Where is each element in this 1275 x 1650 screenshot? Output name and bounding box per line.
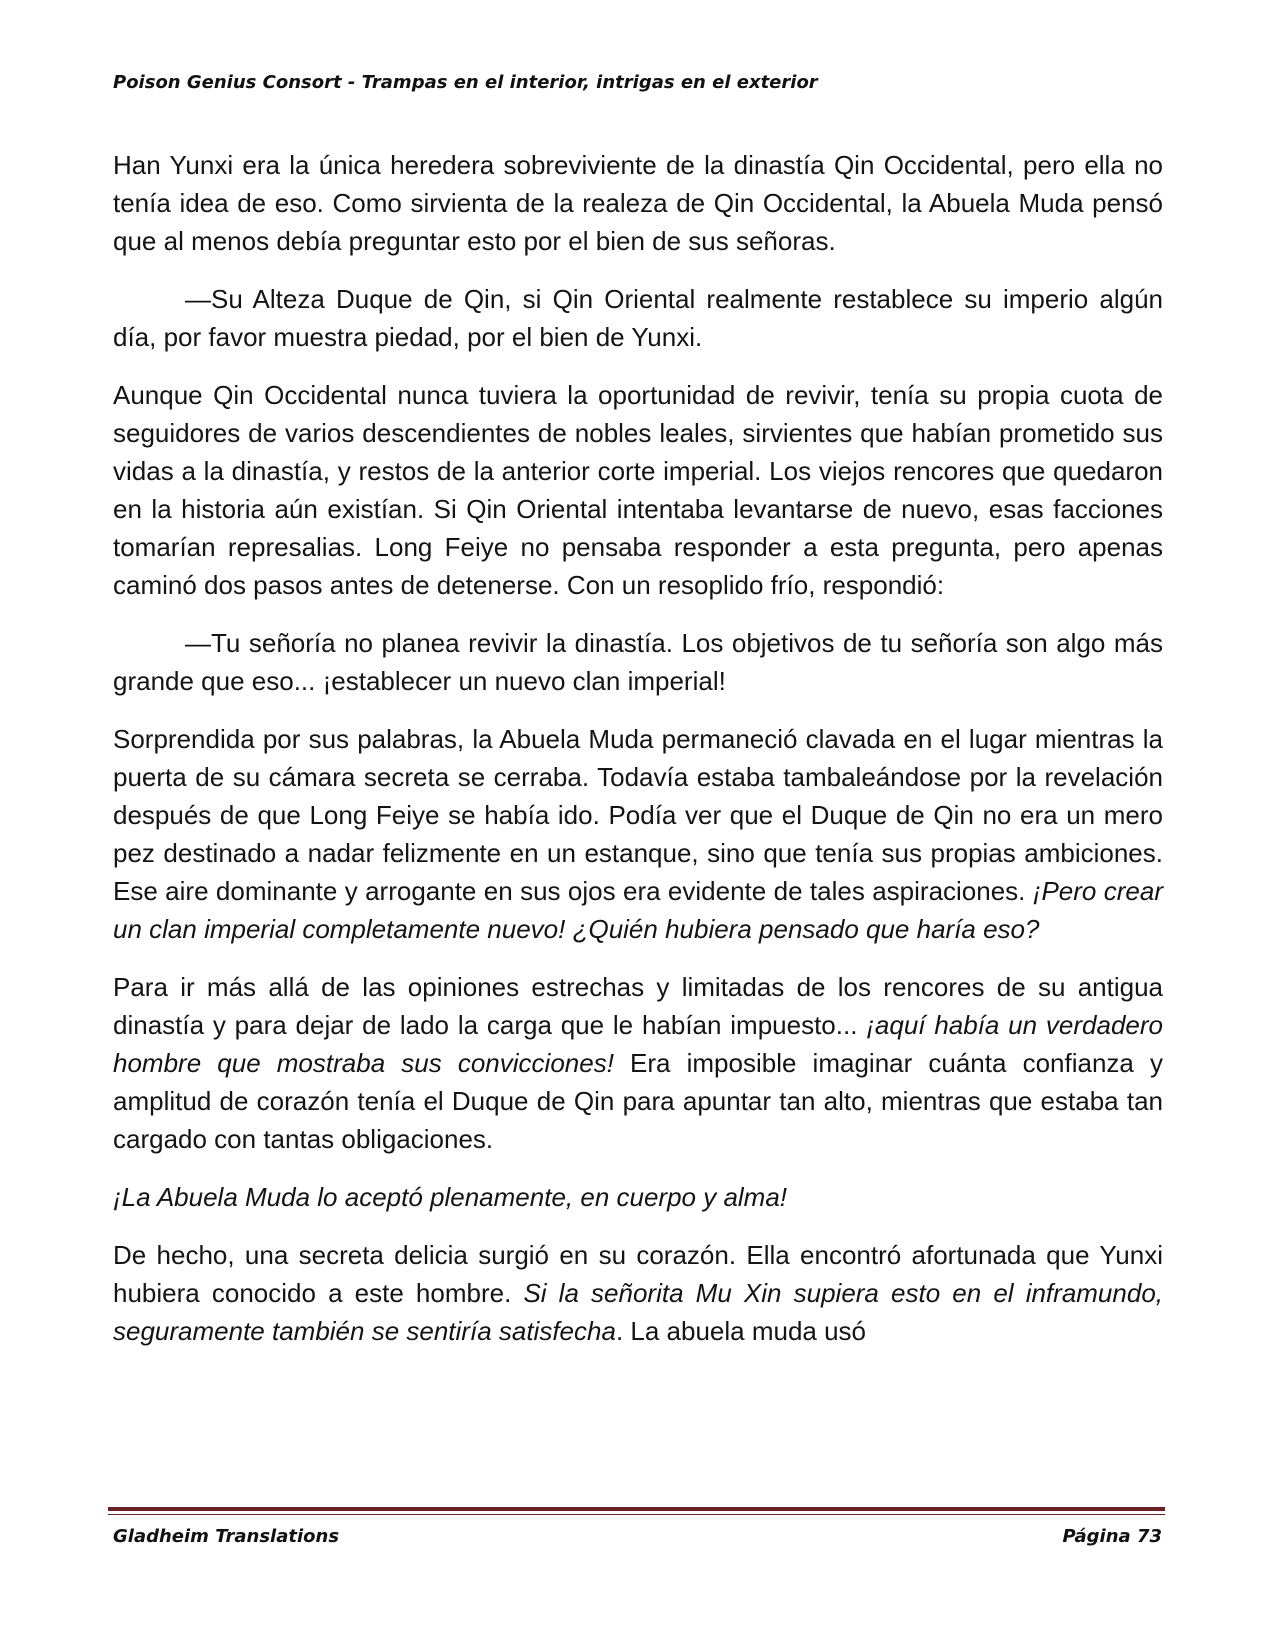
paragraph-4 — [113, 968, 1163, 1158]
paragraph-6 — [113, 1236, 1163, 1350]
page-number: Página 73 — [1062, 1526, 1162, 1547]
paragraph-3 — [113, 720, 1163, 948]
dialogue-paragraph-2: —Tu señoría no planea revivir la dinastía. Los objetivos de tu señoría son algo más grande que eso... ¡establecer un nuevo clan imperial! — [113, 628, 1163, 696]
paragraph-3-italic-text: ¡Pero crear un clan imperial completamente nuevo! ¿Quién hubiera pensado que haría eso? — [113, 876, 1163, 944]
footer-rule-thin — [108, 1514, 1165, 1515]
paragraph-4-italic-text: ¡aquí había un verdadero hombre que mostraba sus convicciones! — [113, 1010, 1163, 1078]
footer-credit: Gladheim Translations — [113, 1526, 340, 1547]
paragraph-6-text: De hecho, una secreta delicia surgió en su corazón. Ella encontró afortunada que Yunxi hubiera conocido a este hombre. — [113, 1240, 1163, 1308]
body-text — [113, 146, 1163, 1370]
paragraph-2: Aunque Qin Occidental nunca tuviera la oportunidad de revivir, tenía su propia cuota de seguidores de varios descendientes de nobles leales, sirvientes que habían prometido sus vidas a la dinastía, y restos de la anterior corte imperial. Los viejos rencores que quedaron en la historia aún existían. Si Qin Oriental intentaba levantarse de nuevo, esas facciones tomarían represalias. Long Feiye no pensaba responder a esta pregunta, pero apenas caminó dos pasos antes de detenerse. Con un resoplido frío, respondió: — [113, 380, 1163, 600]
dialogue-paragraph-1: —Su Alteza Duque de Qin, si Qin Oriental realmente restablece su imperio algún día, por favor muestra piedad, por el bien de Yunxi. — [113, 284, 1163, 352]
paragraph-6-italic-text: Si la señorita Mu Xin supiera esto en el inframundo, seguramente también se sentiría satisfecha — [113, 1278, 1163, 1346]
paragraph-4-text: Para ir más allá de las opiniones estrechas y limitadas de los rencores de su antigua dinastía y para dejar de lado la carga que le habían impuesto... — [113, 972, 1163, 1040]
paragraph-6-text-end: . La abuela muda usó — [615, 1316, 867, 1346]
paragraph-1: Han Yunxi era la única heredera sobreviviente de la dinastía Qin Occidental, pero ella no tenía idea de eso. Como sirvienta de la realeza de Qin Occidental, la Abuela Muda pensó que al menos debía preguntar esto por el bien de sus señoras. — [113, 150, 1163, 256]
paragraph-4-text-end: Era imposible imaginar cuánta confianza y amplitud de corazón tenía el Duque de Qin para apuntar tan alto, mientras que estaba tan cargado con tantas obligaciones. — [113, 1048, 1163, 1154]
paragraph-3-text: Sorprendida por sus palabras, la Abuela Muda permaneció clavada en el lugar mientras la puerta de su cámara secreta se cerraba. Todavía estaba tambaleándose por la revelación después de que Long Feiye se había ido. Podía ver que el Duque de Qin no era un mero pez destinado a nadar felizmente en un estanque, sino que tenía sus propias ambiciones. Ese aire dominante y arrogante en sus ojos era evidente de tales aspiraciones. — [113, 724, 1163, 906]
running-header: Poison Genius Consort - Trampas en el interior, intrigas en el exterior — [113, 72, 818, 93]
footer-rule-thick — [108, 1507, 1165, 1511]
paragraph-5-italic: ¡La Abuela Muda lo aceptó plenamente, en cuerpo y alma! — [113, 1182, 788, 1212]
